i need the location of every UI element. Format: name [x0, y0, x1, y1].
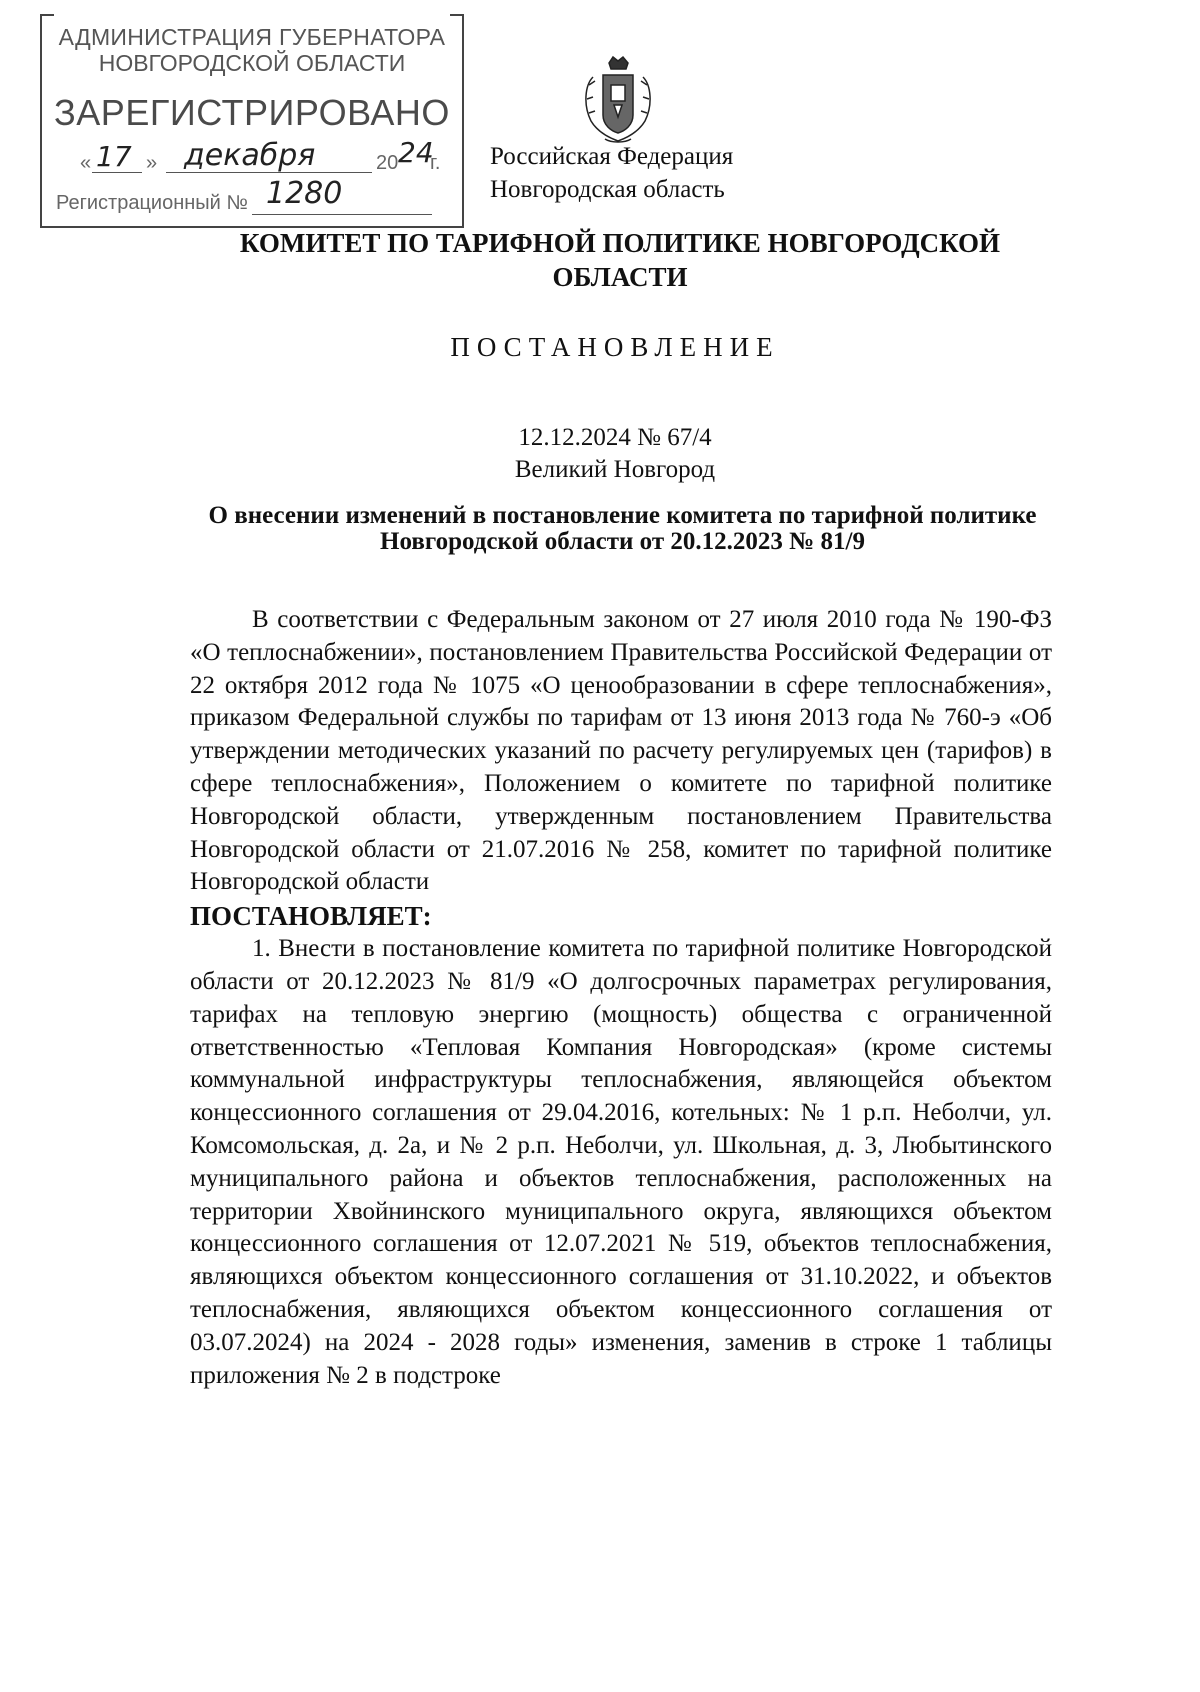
- city: Великий Новгород: [514, 456, 716, 483]
- stamp-day: 17: [96, 140, 132, 173]
- stamp-number-label: Регистрационный №: [56, 192, 248, 214]
- stamp-registered: ЗАРЕГИСТРИРОВАНО: [54, 92, 450, 133]
- stamp-quote-close: »: [146, 152, 158, 174]
- registration-stamp: [40, 14, 464, 228]
- stamp-line-1: АДМИНИСТРАЦИЯ ГУБЕРНАТОРА: [58, 24, 446, 50]
- item-1-paragraph: 1. Внести в постановление комитета по тарифной политике Новгородской области от 20.12.2023 № 81/9 «О долгосрочных параметрах регулирования, тарифах на тепловую энергию (мощность) общества с ограниченной ответственностью «Тепловая Компания Новгородская» (кроме системы коммунальной инфраструктуры теплоснабжения, являющейся объектом концессионного соглашения от 29.04.2016, котельных: № 1 р.п. Неболчи, ул. Комсомольская, д. 2а, и № 2 р.п. Неболчи, ул. Школьная, д. 3, Любытинского муниципального района и объектов теплоснабжения, расположенных на территории Хвойнинского муниципального округа, являющихся объектом концессионного соглашения от 12.07.2021 № 519, объектов теплоснабжения, являющихся объектом концессионного соглашения от 31.10.2022, и объектов теплоснабжения, являющихся объектом концессионного соглашения от 03.07.2024) на 2024 - 2028 годы» изменения, заменив в строке 1 таблицы приложения № 2 в подстроке: [190, 935, 1052, 1389]
- stamp-underline: [252, 214, 432, 215]
- stamp-number-row: [56, 176, 456, 218]
- stamp-year-prefix: 20: [376, 152, 399, 174]
- date-number: 12.12.2024 № 67/4: [518, 424, 712, 451]
- stamp-date-row: [80, 136, 460, 178]
- document-subject: О внесении изменений в постановление комитета по тарифной политике Новгородской области от 20.12.2023 № 81/9: [208, 502, 1037, 555]
- stamp-corner: [40, 14, 54, 16]
- stamp-underline: [166, 172, 372, 173]
- stamp-year-end: г.: [430, 152, 441, 174]
- stamp-year-suffix: 24: [398, 136, 434, 169]
- decree-word: ПОСТАНОВЛЯЕТ:: [190, 901, 432, 932]
- document-body: [190, 604, 1052, 1392]
- stamp-number: 1280: [266, 176, 343, 211]
- stamp-underline: [92, 172, 142, 173]
- stamp-month: декабря: [184, 138, 316, 173]
- preamble-paragraph: В соответствии с Федеральным законом от 27 июля 2010 года № 190-ФЗ «О теплоснабжении», постановлением Правительства Российской Федерации от 22 октября 2012 года № 1075 «О ценообразовании в сфере теплоснабжения», приказом Федеральной службы по тарифам от 13 июня 2013 года № 760-э «Об утверждении методических указаний по расчету регулируемых цен (тарифов) в сфере теплоснабжения», Положением о комитете по тарифной политике Новгородской области, утвержденным постановлением Правительства Новгородской области от 21.07.2016 № 258, комитет по тарифной политике Новгородской области: [190, 606, 1052, 896]
- stamp-line-2: НОВГОРОДСКОЙ ОБЛАСТИ: [98, 50, 406, 76]
- region-name: Новгородская область: [490, 176, 725, 203]
- country-name: Российская Федерация: [490, 143, 734, 170]
- coat-of-arms-icon: [581, 55, 656, 145]
- document-type: ПОСТАНОВЛЕНИЕ: [450, 332, 780, 362]
- committee-name: КОМИТЕТ ПО ТАРИФНОЙ ПОЛИТИКЕ НОВГОРОДСКОЙ ОБЛАСТИ: [239, 228, 1001, 292]
- stamp-quote-open: «: [80, 152, 92, 174]
- header-block: [490, 140, 790, 206]
- stamp-corner: [450, 14, 464, 16]
